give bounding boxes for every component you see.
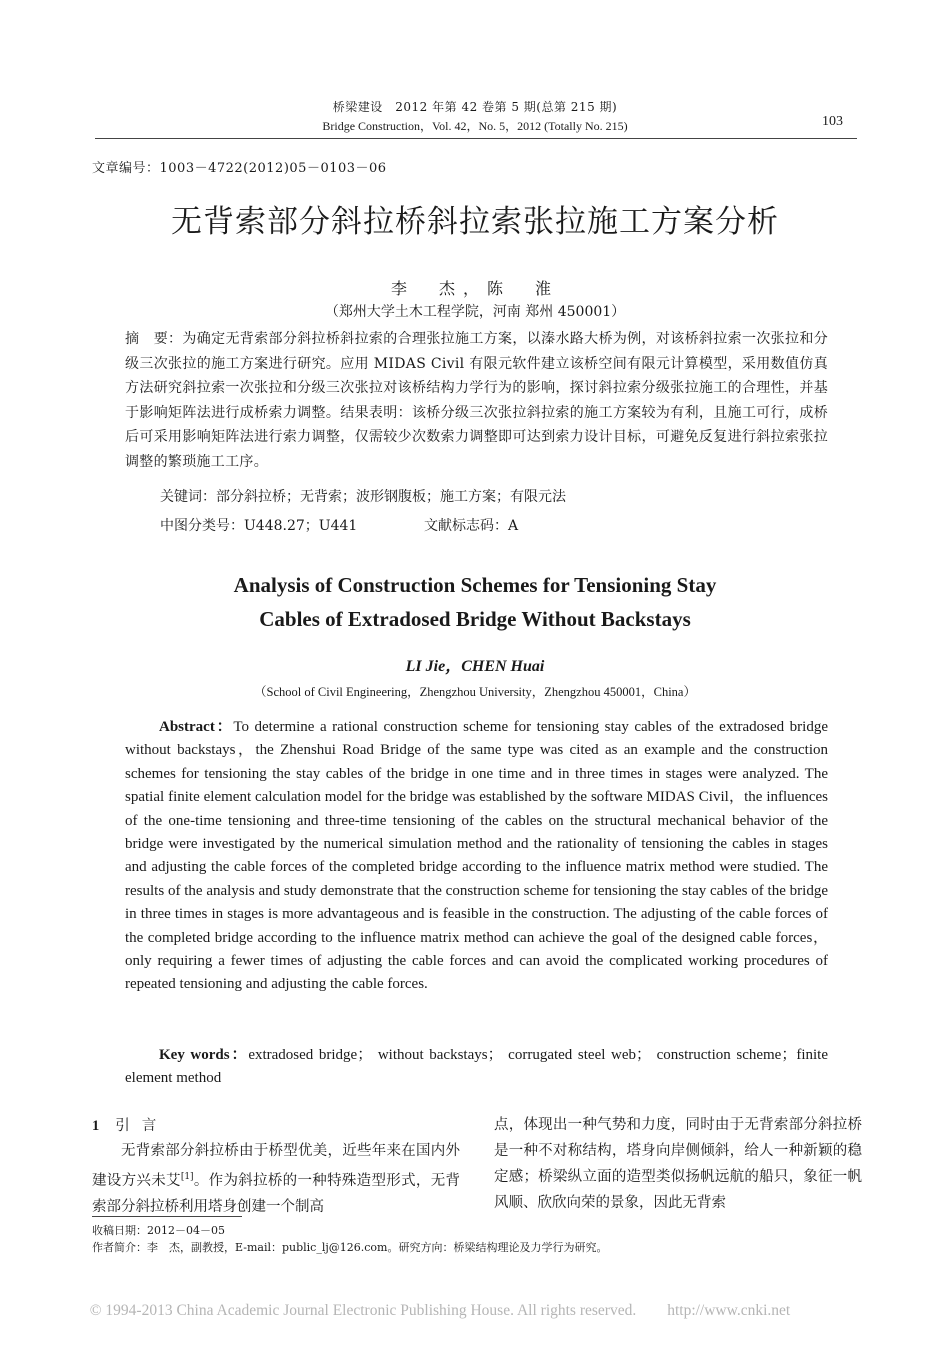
classification-zh: 中图分类号：U448.27；U441 xyxy=(160,518,358,534)
body-left-text-2: 。作为斜拉桥的一种特殊造型形式，无背索部分斜拉桥利用塔身创建一个制高 xyxy=(92,1173,460,1215)
copyright-watermark: © 1994-2013 China Academic Journal Electronic Publishing House. All rights reserved. http://www.cnki.net xyxy=(89,1302,791,1319)
journal-header-en: Bridge Construction，Vol. 42，No. 5，2012 (Totally No. 215) xyxy=(322,119,628,133)
affiliation-zh: （郑州大学土木工程学院，河南 郑州 450001） xyxy=(324,304,626,320)
footnote-author-bio: 作者简介：李 杰，副教授，E-mail：public_lj@126.com。研究方向：桥梁结构理论及力学行为研究。 xyxy=(92,1241,608,1254)
affiliation-en: （School of Civil Engineering，Zhengzhou University，Zhengzhou 450001，China） xyxy=(254,685,696,699)
authors-zh: 李 杰，陈 淮 xyxy=(390,279,559,298)
article-number: 文章编号：1003－4722(2012)05－0103－06 xyxy=(92,161,387,176)
keywords-zh xyxy=(160,486,566,506)
keywords-zh-text: 部分斜拉桥；无背索；波形钢腹板；施工方案；有限元法 xyxy=(216,489,566,505)
abstract-en-text: To determine a rational construction scheme for tensioning stay cables of the extradosed bridge without backstays，the Zhenshui Road Bridge of the same type was cited as an example and the construction schemes for tensioning the stay cables of the bridge in one time and in three times in stages were analyzed. The spatial finite element calculation model for the bridge was established by the software MIDAS Civil，the influences of the one-time tensioning and three-time tensioning of the cables on the structural mechanical behavior of the bridge were investigated by the numerical simulation method and the rationality of tensioning the cables in stages and adjusting the cable forces of the completed bridge according to the influence matrix method were studied. The results of the analysis and study demonstrate that the construction scheme for tensioning the stay cables of the bridge in three times in stages is more advantageous and is feasible in the construction. The adjusting of the cable forces of the completed bridge according to the influence matrix method can achieve the goal of the designed cable forces，only requiring a fewer times of adjusting the cable forces and can avoid the complicated working procedures of repeated tensioning and adjusting the cable forces. xyxy=(125,719,828,993)
document-code-zh: 文献标志码：A xyxy=(424,518,519,534)
title-zh: 无背索部分斜拉桥斜拉索张拉施工方案分析 xyxy=(171,204,779,240)
body-column-right: 点，体现出一种气势和力度，同时由于无背索部分斜拉桥是一种不对称结构，塔身向岸侧倾斜，给人一种新颖的稳定感；桥梁纵立面的造型类似扬帆远航的船只，象征一帆风顺、欣欣向荣的景象，因此无背索 xyxy=(494,1117,862,1211)
footnote-received: 收稿日期：2012－04－05 xyxy=(92,1224,225,1237)
keywords-en-text: extradosed bridge； without backstays； corrugated steel web； construction scheme；finite element method xyxy=(125,1047,828,1087)
abstract-zh xyxy=(125,327,828,475)
abstract-en xyxy=(125,716,828,997)
section-number: 1 xyxy=(92,1118,100,1134)
body-column-left xyxy=(92,1138,460,1220)
header-divider xyxy=(95,138,857,139)
footnote-divider xyxy=(92,1216,242,1217)
abstract-zh-label: 摘 要： xyxy=(125,331,183,347)
journal-header-zh: 桥梁建设 2012 年第 42 卷第 5 期(总第 215 期) xyxy=(332,100,618,114)
citation-ref[interactable]: [1] xyxy=(180,1172,194,1182)
authors-en: LI Jie，CHEN Huai xyxy=(405,658,545,675)
title-en-line1: Analysis of Construction Schemes for Tensioning Stay xyxy=(233,573,717,597)
body-left-text: 无背索部分斜拉桥由于桥型优美，近些年来在国内外建设方兴未艾 xyxy=(92,1143,460,1189)
keywords-en-label: Key words： xyxy=(159,1047,249,1063)
abstract-zh-text: 为确定无背索部分斜拉桥斜拉索的合理张拉施工方案，以溱水路大桥为例，对该桥斜拉索一次张拉和分级三次张拉的施工方案进行研究。应用 MIDAS Civil 有限元软件建立该桥空间有限元计算模型，采用数值仿真方法研究斜拉索一次张拉和分级三次张拉对该桥结构力学行为的影响，探讨斜拉索分级张拉施工的合理性，并基于影响矩阵法进行成桥索力调整。结果表明：该桥分级三次张拉斜拉索的施工方案较为有利，且施工可行，成桥后可采用影响矩阵法进行索力调整，仅需较少次数索力调整即可达到索力设计目标，可避免反复进行斜拉索张拉调整的繁琐施工工序。 xyxy=(125,331,829,470)
title-en xyxy=(0,568,950,636)
section-heading xyxy=(92,1114,168,1135)
abstract-en-label: Abstract： xyxy=(159,719,234,735)
section-title: 引言 xyxy=(115,1118,169,1134)
keywords-zh-label: 关键词： xyxy=(160,489,216,505)
keywords-en xyxy=(125,1044,828,1091)
page-number: 103 xyxy=(822,114,843,129)
title-en-line2: Cables of Extradosed Bridge Without Backstays xyxy=(259,607,691,631)
